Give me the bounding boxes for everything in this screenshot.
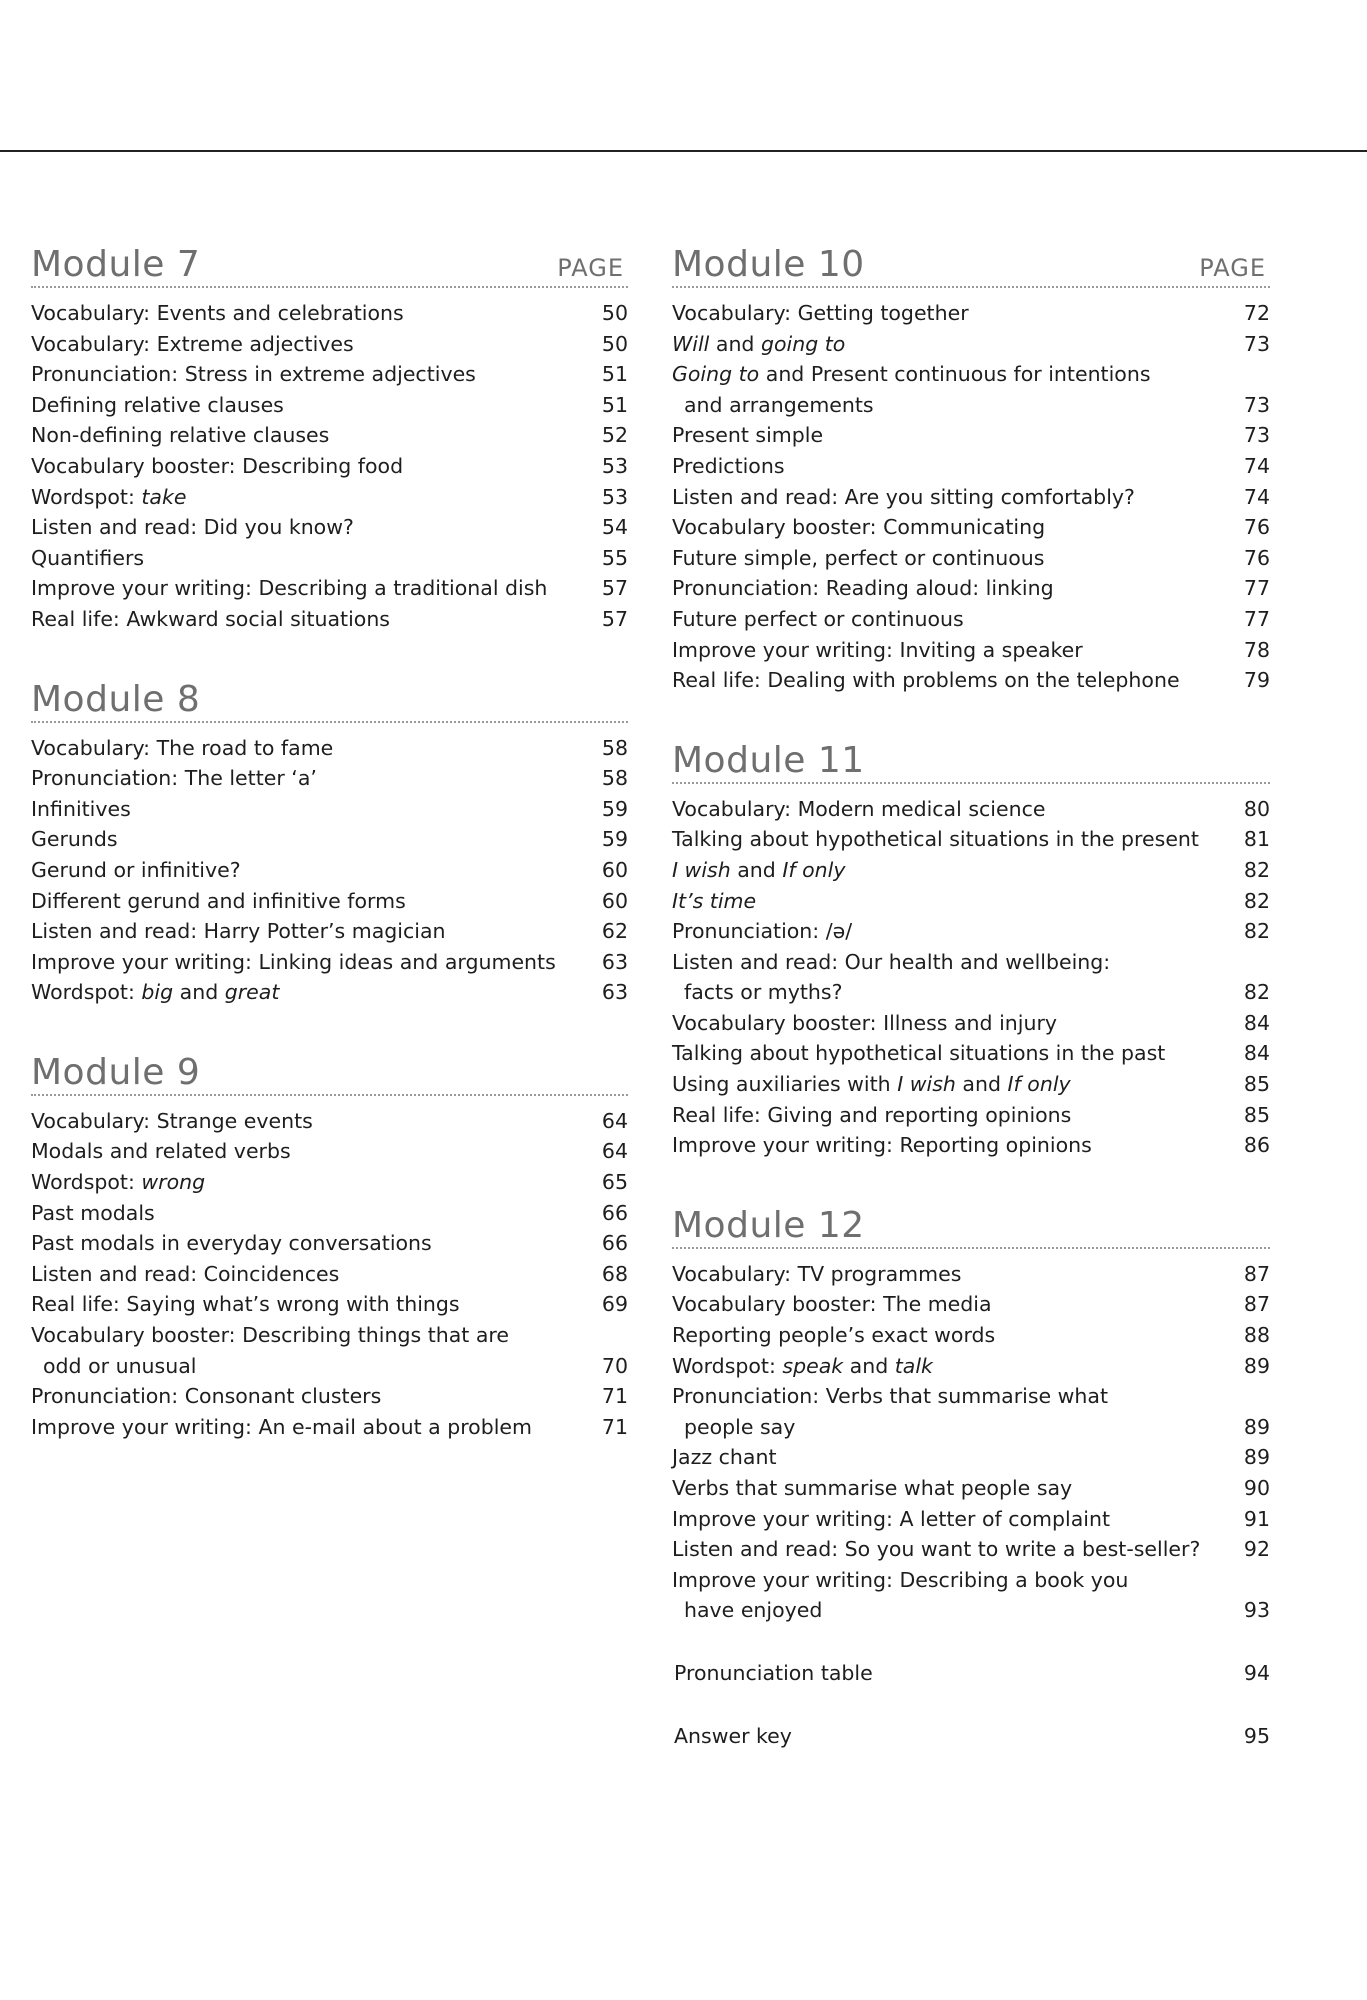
toc-entry[interactable]	[672, 1038, 1270, 1069]
entry-title-continuation: and arrangements	[684, 392, 874, 417]
entry-title-continuation: odd or unusual	[43, 1353, 197, 1378]
italic-term: great	[224, 980, 280, 1005]
toc-entry[interactable]	[31, 1228, 628, 1259]
toc-entry[interactable]	[31, 573, 628, 604]
entry-title: Real life: Dealing with problems on the telephone	[672, 668, 1180, 693]
entry-title: Vocabulary: Events and celebrations	[31, 301, 404, 325]
toc-entry[interactable]	[672, 916, 1270, 947]
italic-term: Will	[672, 331, 710, 356]
entry-page-number: 84	[1243, 1010, 1270, 1035]
toc-entry[interactable]	[31, 763, 628, 794]
module-title: Module 12	[672, 1204, 865, 1246]
entry-page-number: 53	[601, 484, 628, 509]
module-section	[672, 1201, 1270, 1626]
entry-page-number: 90	[1243, 1476, 1270, 1500]
entry-title: Vocabulary booster: The media	[672, 1292, 992, 1317]
entry-title: Pronunciation: Stress in extreme adjectives	[31, 362, 476, 387]
entry-page-number: 89	[1243, 1353, 1270, 1378]
entry-page-number: 85	[1243, 1102, 1270, 1127]
entry-page-number: 51	[601, 392, 628, 417]
entry-title: Wordspot: big and great	[31, 980, 280, 1005]
page-column-label: PAGE	[1199, 254, 1266, 282]
entry-title: Wordspot: speak and talk	[672, 1353, 933, 1378]
toc-entry[interactable]	[672, 359, 1270, 420]
entry-title: Real life: Giving and reporting opinions	[672, 1102, 1072, 1127]
italic-term: big	[141, 980, 174, 1005]
entry-page-number: 89	[1243, 1414, 1270, 1439]
toc-entry[interactable]	[31, 794, 628, 825]
entry-page-number: 72	[1243, 301, 1270, 325]
entry-title-continuation: facts or myths?	[684, 980, 843, 1005]
toc-entry[interactable]	[672, 824, 1270, 855]
entry-page-number: 73	[1243, 392, 1270, 417]
italic-term: If only	[782, 857, 846, 882]
toc-entry[interactable]	[31, 1198, 628, 1229]
entry-page-number: 70	[601, 1353, 628, 1378]
toc-entry[interactable]	[31, 733, 628, 764]
entry-title: Quantifiers	[31, 545, 145, 570]
entry-title: Jazz chant	[672, 1445, 777, 1470]
toc-entry[interactable]	[672, 947, 1270, 1008]
entry-title: Improve your writing: Linking ideas and arguments	[31, 949, 556, 974]
entry-title: Listen and read: Harry Potter’s magician	[31, 919, 446, 944]
toc-entry[interactable]	[31, 543, 628, 574]
toc-entry[interactable]	[672, 1100, 1270, 1131]
extra-title: Pronunciation table	[674, 1660, 873, 1685]
toc-entry[interactable]	[31, 916, 628, 947]
entry-title: Improve your writing: A letter of complaint	[672, 1506, 1111, 1531]
top-rule	[0, 150, 1367, 152]
toc-entry[interactable]	[672, 573, 1270, 604]
toc-entry[interactable]	[31, 855, 628, 886]
entry-page-number: 82	[1243, 919, 1270, 944]
toc-entry[interactable]	[31, 1412, 628, 1443]
entry-page-number: 73	[1243, 331, 1270, 356]
entry-page-number: 74	[1243, 484, 1270, 509]
entry-title: Different gerund and infinitive forms	[31, 888, 406, 913]
entry-page-number: 71	[601, 1384, 628, 1409]
entry-list	[672, 298, 1270, 696]
module-header	[31, 1048, 628, 1096]
toc-entry[interactable]	[31, 482, 628, 513]
toc-entry[interactable]	[31, 329, 628, 360]
entry-page-number: 60	[601, 888, 628, 913]
entry-page-number: 57	[601, 606, 628, 631]
entry-title: Vocabulary booster: Illness and injury	[672, 1010, 1058, 1035]
page-column-label: PAGE	[557, 254, 624, 282]
module-title: Module 9	[31, 1051, 201, 1093]
entry-page-number: 63	[601, 980, 628, 1005]
entry-page-number: 62	[601, 919, 628, 944]
entry-page-number: 57	[601, 576, 628, 601]
module-title: Module 10	[672, 244, 865, 285]
entry-title: Vocabulary: Extreme adjectives	[31, 331, 354, 356]
entry-page-number: 87	[1243, 1261, 1270, 1286]
entry-title: Improve your writing: Inviting a speaker	[672, 637, 1083, 662]
toc-entry[interactable]	[672, 635, 1270, 666]
toc-entry[interactable]	[31, 512, 628, 543]
entry-title: Reporting people’s exact words	[672, 1323, 996, 1348]
toc-entry[interactable]	[31, 886, 628, 917]
entry-page-number: 77	[1243, 606, 1270, 631]
entry-title: Present simple	[672, 423, 824, 448]
entry-title: Future perfect or continuous	[672, 606, 964, 631]
entry-page-number: 86	[1243, 1133, 1270, 1158]
module-title: Module 11	[672, 739, 865, 781]
entry-page-number: 54	[601, 515, 628, 540]
extra-title: Answer key	[674, 1723, 792, 1748]
entry-page-number: 76	[1243, 515, 1270, 540]
toc-entry[interactable]	[31, 359, 628, 390]
entry-page-number: 58	[601, 766, 628, 791]
entry-page-number: 85	[1243, 1072, 1270, 1097]
entry-title: I wish and If only	[672, 857, 846, 882]
entry-page-number: 77	[1243, 576, 1270, 601]
toc-extra-entry[interactable]	[674, 1721, 1270, 1752]
entry-page-number: 53	[601, 453, 628, 478]
entry-page-number: 66	[601, 1231, 628, 1256]
italic-term: Going to	[672, 362, 760, 387]
entry-page-number: 59	[601, 827, 628, 852]
entry-title: Using auxiliaries with I wish and If only	[672, 1072, 1071, 1097]
left-column	[31, 240, 628, 1482]
italic-term: take	[141, 484, 187, 509]
entry-title: Wordspot: wrong	[31, 1170, 206, 1195]
toc-entry[interactable]	[672, 1534, 1270, 1565]
entry-page-number: 66	[601, 1200, 628, 1225]
entry-title: Non-defining relative clauses	[31, 423, 330, 448]
entry-title: Listen and read: Our health and wellbeing: facts or myths?	[672, 947, 1234, 1008]
entry-page-number: 84	[1243, 1041, 1270, 1066]
module-section	[31, 240, 628, 635]
entry-title: Improve your writing: An e-mail about a problem	[31, 1414, 533, 1439]
italic-term: I wish	[897, 1072, 956, 1097]
toc-entry[interactable]	[31, 298, 628, 329]
toc-entry[interactable]	[672, 298, 1270, 329]
entry-title: Pronunciation: Reading aloud: linking	[672, 576, 1054, 601]
entry-title: Will and going to	[672, 331, 846, 356]
entry-title: Vocabulary: Getting together	[672, 301, 969, 325]
module-header	[31, 240, 628, 288]
entry-page-number: 76	[1243, 545, 1270, 570]
italic-term: I wish	[672, 857, 731, 882]
entry-title: Vocabulary: Strange events	[31, 1108, 313, 1133]
entry-title: Gerund or infinitive?	[31, 857, 241, 882]
toc-entry[interactable]	[31, 977, 628, 1008]
entry-title: Pronunciation: Verbs that summarise what people say	[672, 1381, 1234, 1442]
italic-term: If only	[1007, 1072, 1071, 1097]
toc-entry[interactable]	[672, 1565, 1270, 1626]
entry-page-number: 52	[601, 423, 628, 448]
entry-title: Going to and Present continuous for intentions and arrangements	[672, 359, 1234, 420]
module-section	[672, 736, 1270, 1161]
toc-entry[interactable]	[672, 512, 1270, 543]
toc-entry[interactable]	[31, 1320, 628, 1381]
toc-entry[interactable]	[672, 1351, 1270, 1382]
italic-term: speak	[782, 1353, 844, 1378]
entry-page-number: 82	[1243, 980, 1270, 1005]
entry-page-number: 64	[601, 1139, 628, 1164]
toc-entry[interactable]	[31, 420, 628, 451]
entry-title: Improve your writing: Describing a traditional dish	[31, 576, 548, 601]
toc-entry[interactable]	[672, 1289, 1270, 1320]
toc-entry[interactable]	[31, 604, 628, 635]
entry-page-number: 91	[1243, 1506, 1270, 1531]
toc-entry[interactable]	[672, 1442, 1270, 1473]
entry-page-number: 89	[1243, 1445, 1270, 1470]
toc-entry[interactable]	[672, 855, 1270, 886]
toc-entry[interactable]	[31, 824, 628, 855]
entry-title: Gerunds	[31, 827, 118, 852]
entry-page-number: 81	[1243, 827, 1270, 852]
toc-entry[interactable]	[31, 1381, 628, 1412]
toc-entry[interactable]	[31, 451, 628, 482]
entry-list	[672, 794, 1270, 1161]
toc-entry[interactable]	[672, 1259, 1270, 1290]
module-header	[31, 675, 628, 723]
entry-title: Pronunciation: /ə/	[672, 919, 853, 944]
entry-title: Listen and read: Coincidences	[31, 1261, 340, 1286]
entry-page-number: 63	[601, 949, 628, 974]
italic-term: It’s time	[672, 888, 757, 913]
entry-title: Defining relative clauses	[31, 392, 284, 417]
italic-term: talk	[894, 1353, 933, 1378]
entry-title: Vocabulary booster: Describing food	[31, 453, 404, 478]
entry-page-number: 78	[1243, 637, 1270, 662]
entry-page-number: 68	[601, 1261, 628, 1286]
entry-title: Infinitives	[31, 796, 131, 821]
entry-list	[31, 733, 628, 1008]
toc-entry[interactable]	[672, 451, 1270, 482]
entry-title: Real life: Saying what’s wrong with things	[31, 1292, 460, 1317]
module-section	[31, 675, 628, 1008]
toc-entry[interactable]	[672, 665, 1270, 696]
entry-page-number: 60	[601, 857, 628, 882]
toc-entry[interactable]	[672, 886, 1270, 917]
module-section	[672, 240, 1270, 696]
toc-entry[interactable]	[31, 1167, 628, 1198]
toc-entry[interactable]	[31, 1106, 628, 1137]
toc-entry[interactable]	[672, 543, 1270, 574]
entry-title: Talking about hypothetical situations in the present	[672, 827, 1199, 852]
entry-title: Listen and read: Did you know?	[31, 515, 354, 540]
toc-entry[interactable]	[672, 794, 1270, 825]
toc-entry[interactable]	[672, 420, 1270, 451]
entry-title: Improve your writing: Reporting opinions	[672, 1133, 1092, 1158]
entry-title: Improve your writing: Describing a book you have enjoyed	[672, 1565, 1234, 1626]
toc-entry[interactable]	[31, 1259, 628, 1290]
entry-page-number: 59	[601, 796, 628, 821]
module-title: Module 8	[31, 678, 201, 720]
entry-page-number: 79	[1243, 668, 1270, 693]
entry-title: Vocabulary: Modern medical science	[672, 796, 1046, 821]
entry-page-number: 65	[601, 1170, 628, 1195]
entry-title: Vocabulary booster: Communicating	[672, 515, 1046, 540]
toc-entry[interactable]	[672, 482, 1270, 513]
entry-page-number: 50	[601, 331, 628, 356]
entry-title: Listen and read: So you want to write a best-seller?	[672, 1537, 1201, 1562]
entry-page-number: 80	[1243, 796, 1270, 821]
entry-title: Vocabulary: TV programmes	[672, 1261, 962, 1286]
entry-list	[31, 1106, 628, 1443]
entry-page-number: 50	[601, 301, 628, 325]
toc-entry[interactable]	[672, 329, 1270, 360]
entry-title: Past modals in everyday conversations	[31, 1231, 432, 1256]
toc-entry[interactable]	[672, 1473, 1270, 1504]
entry-title: Verbs that summarise what people say	[672, 1476, 1073, 1500]
entry-page-number: 87	[1243, 1292, 1270, 1317]
entry-title-continuation: people say	[684, 1414, 796, 1439]
entry-title: Modals and related verbs	[31, 1139, 291, 1164]
entry-title: Wordspot: take	[31, 484, 187, 509]
italic-term: wrong	[141, 1170, 206, 1195]
entry-page-number: 82	[1243, 857, 1270, 882]
module-header	[672, 1201, 1270, 1249]
toc-entry[interactable]	[672, 1381, 1270, 1442]
toc-extra-entry[interactable]	[674, 1658, 1270, 1689]
entry-title: Past modals	[31, 1200, 155, 1225]
module-header	[672, 240, 1270, 288]
entry-title: Real life: Awkward social situations	[31, 606, 390, 631]
entry-page-number: 64	[601, 1108, 628, 1133]
extra-page-number: 94	[1243, 1660, 1270, 1685]
entry-page-number: 73	[1243, 423, 1270, 448]
entry-title: Pronunciation: Consonant clusters	[31, 1384, 382, 1409]
entry-page-number: 51	[601, 362, 628, 387]
entry-page-number: 93	[1243, 1598, 1270, 1623]
entry-title	[672, 886, 1234, 917]
toc-entry[interactable]	[672, 1069, 1270, 1100]
entry-title: Future simple, perfect or continuous	[672, 545, 1045, 570]
toc-entry[interactable]	[672, 1008, 1270, 1039]
entry-title: Listen and read: Are you sitting comfortably?	[672, 484, 1135, 509]
entry-list	[672, 1259, 1270, 1626]
entry-page-number: 92	[1243, 1537, 1270, 1562]
module-section	[31, 1048, 628, 1443]
entry-page-number: 58	[601, 735, 628, 760]
toc-entry[interactable]	[31, 1289, 628, 1320]
toc-entry[interactable]	[672, 1320, 1270, 1351]
extra-page-number: 95	[1243, 1723, 1270, 1748]
entry-list	[31, 298, 628, 635]
toc-entry[interactable]	[31, 390, 628, 421]
entry-page-number: 69	[601, 1292, 628, 1317]
entry-title: Pronunciation: The letter ‘a’	[31, 766, 317, 791]
toc-entry[interactable]	[672, 1130, 1270, 1161]
toc-entry[interactable]	[672, 604, 1270, 635]
entry-page-number: 55	[601, 545, 628, 570]
entry-title: Talking about hypothetical situations in the past	[672, 1041, 1166, 1066]
entry-title: Predictions	[672, 453, 785, 478]
toc-entry[interactable]	[31, 1136, 628, 1167]
entry-title: Vocabulary: The road to fame	[31, 735, 334, 760]
italic-term: going to	[760, 331, 846, 356]
module-header	[672, 736, 1270, 784]
entry-page-number: 88	[1243, 1323, 1270, 1348]
module-title: Module 7	[31, 244, 201, 285]
entry-page-number: 82	[1243, 888, 1270, 913]
entry-page-number: 74	[1243, 453, 1270, 478]
entry-page-number: 71	[601, 1414, 628, 1439]
toc-entry[interactable]	[672, 1504, 1270, 1535]
entry-title: Vocabulary booster: Describing things that are odd or unusual	[31, 1320, 592, 1381]
entry-title-continuation: have enjoyed	[684, 1598, 823, 1623]
right-column	[672, 240, 1270, 1751]
toc-entry[interactable]	[31, 947, 628, 978]
